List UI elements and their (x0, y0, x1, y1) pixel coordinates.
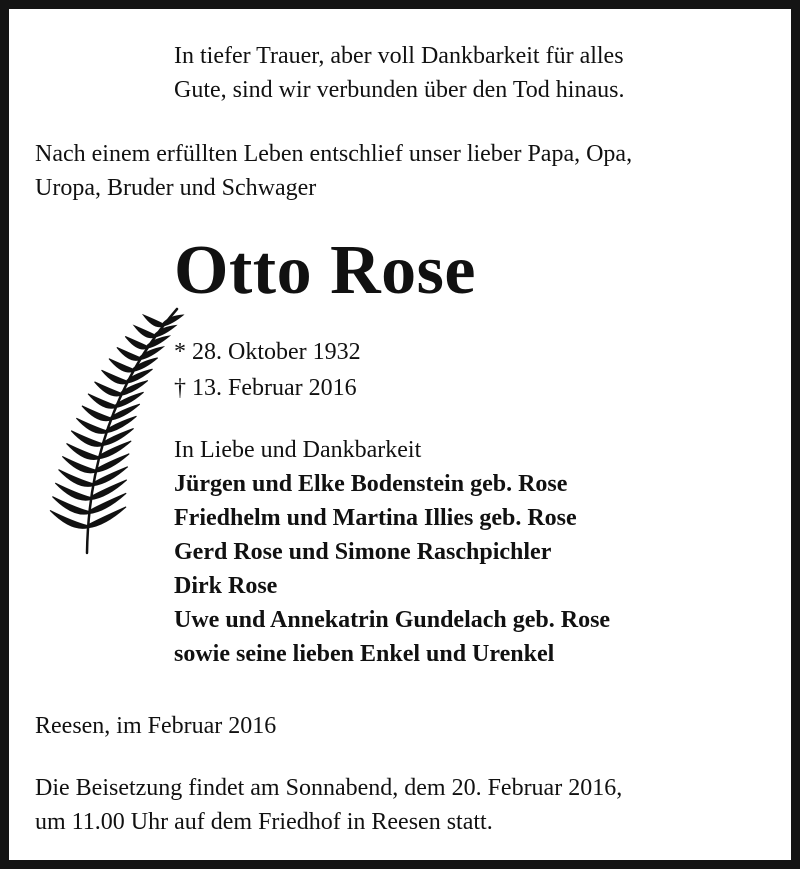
service-line-2: um 11.00 Uhr auf dem Friedhof in Reesen statt. (35, 809, 493, 835)
family-member: Jürgen und Elke Bodenstein geb. Rose (174, 471, 568, 497)
deceased-name: Otto Rose (174, 232, 476, 309)
family-member: sowie seine lieben Enkel und Urenkel (174, 641, 555, 667)
dedication-text: In Liebe und Dankbarkeit (174, 437, 422, 463)
family-member: Gerd Rose und Simone Raschpichler (174, 539, 552, 565)
family-member: Friedhelm und Martina Illies geb. Rose (174, 505, 577, 531)
family-member: Uwe und Annekatrin Gundelach geb. Rose (174, 607, 611, 633)
announcement-text (35, 137, 775, 205)
family-member: Dirk Rose (174, 573, 278, 599)
place-and-date: Reesen, im Februar 2016 (35, 713, 277, 739)
announcement-line-1: Nach einem erfüllten Leben entschlief unser lieber Papa, Opa, (35, 141, 633, 167)
intro-text (174, 39, 774, 107)
life-dates (174, 334, 361, 406)
death-date: † 13. Februar 2016 (174, 375, 357, 401)
family-list (174, 467, 610, 671)
announcement-line-2: Uropa, Bruder und Schwager (35, 175, 317, 201)
intro-line-2: Gute, sind wir verbunden über den Tod hinaus. (174, 77, 625, 103)
intro-line-1: In tiefer Trauer, aber voll Dankbarkeit für alles (174, 43, 624, 69)
birth-date: * 28. Oktober 1932 (174, 339, 361, 365)
palm-frond-icon (45, 301, 185, 561)
funeral-service-info (35, 771, 622, 839)
service-line-1: Die Beisetzung findet am Sonnabend, dem 20. Februar 2016, (35, 775, 623, 801)
